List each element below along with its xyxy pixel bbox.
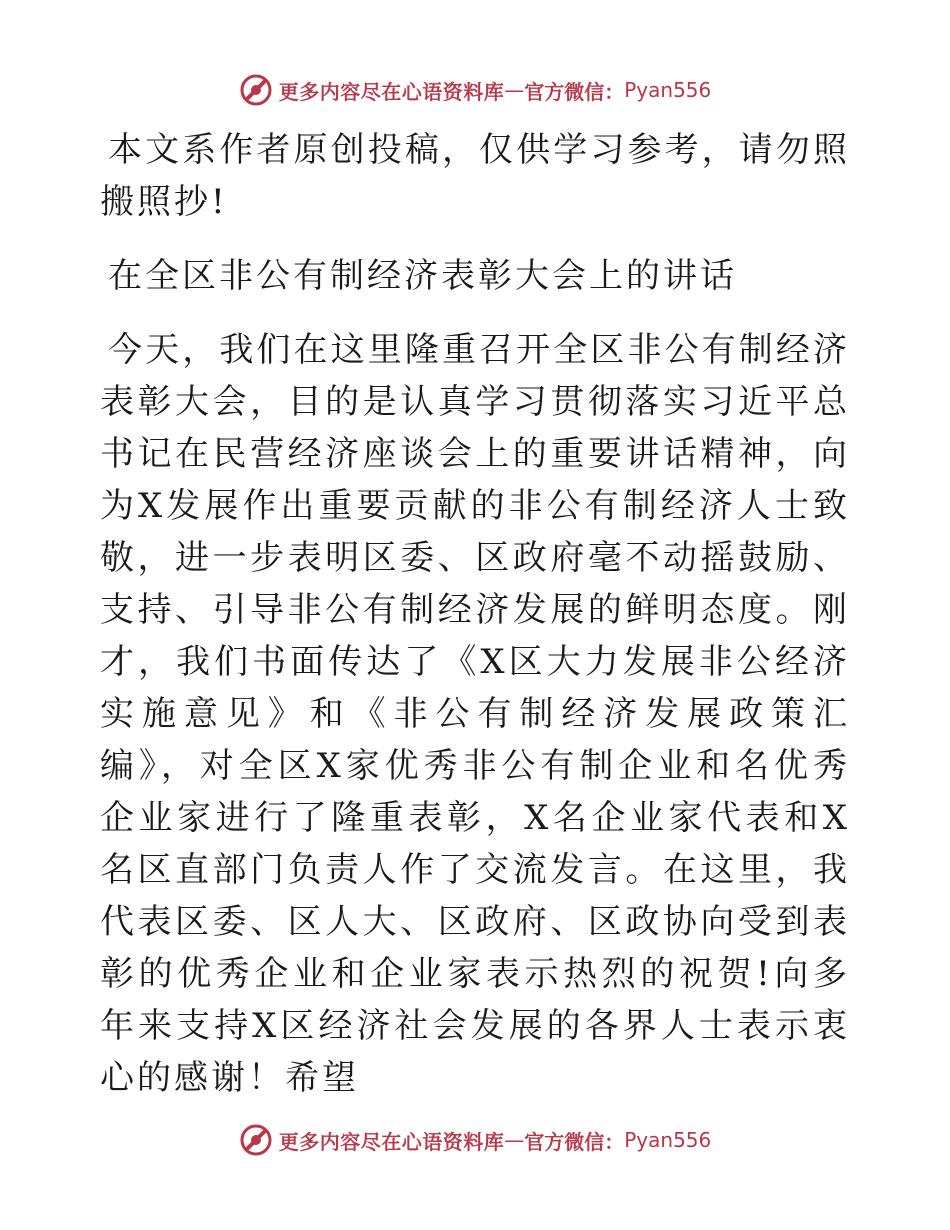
footer-banner <box>0 1120 950 1160</box>
banner-wechat-label: 官方微信： <box>524 1129 625 1154</box>
banner-separator: — <box>504 78 525 102</box>
banner-wechat-id: Pyan556 <box>624 78 712 102</box>
banner-wechat-id: Pyan556 <box>624 1128 712 1152</box>
banner-wechat-label: 官方微信： <box>524 79 625 104</box>
brand-logo-icon <box>239 73 273 107</box>
header-banner <box>0 70 950 110</box>
banner-separator: — <box>504 1128 525 1152</box>
banner-brand-text: 更多内容尽在心语资料库 <box>278 79 505 104</box>
copyright-notice: 本文系作者原创投稿，仅供学习参考，请勿照搬照抄! <box>100 130 850 222</box>
document-content <box>100 124 850 1104</box>
brand-logo-icon <box>239 1123 273 1157</box>
document-body-paragraph: 今天，我们在这里隆重召开全区非公有制经济表彰大会，目的是认真学习贯彻落实习近平总书记在民营经济座谈会上的重要讲话精神，向为X发展作出重要贡献的非公有制经济人士致敬，进一步表明区委、区政府毫不动摇鼓励、支持、引导非公有制经济发展的鲜明态度。刚才，我们书面传达了《X区大力发展非公经济实施意见》和《非公有制经济发展政策汇编》，对全区X家优秀非公有制企业和名优秀企业家进行了隆重表彰，X名企业家代表和X名区直部门负责人作了交流发言。在这里，我代表区委、区人大、区政府、区政协向受到表彰的优秀企业和企业家表示热烈的祝贺!向多年来支持X区经济社会发展的各界人士表示衷心的感谢！希望 <box>100 330 850 1098</box>
document-title: 在全区非公有制经济表彰大会上的讲话 <box>108 256 737 296</box>
banner-brand-text: 更多内容尽在心语资料库 <box>278 1129 505 1154</box>
